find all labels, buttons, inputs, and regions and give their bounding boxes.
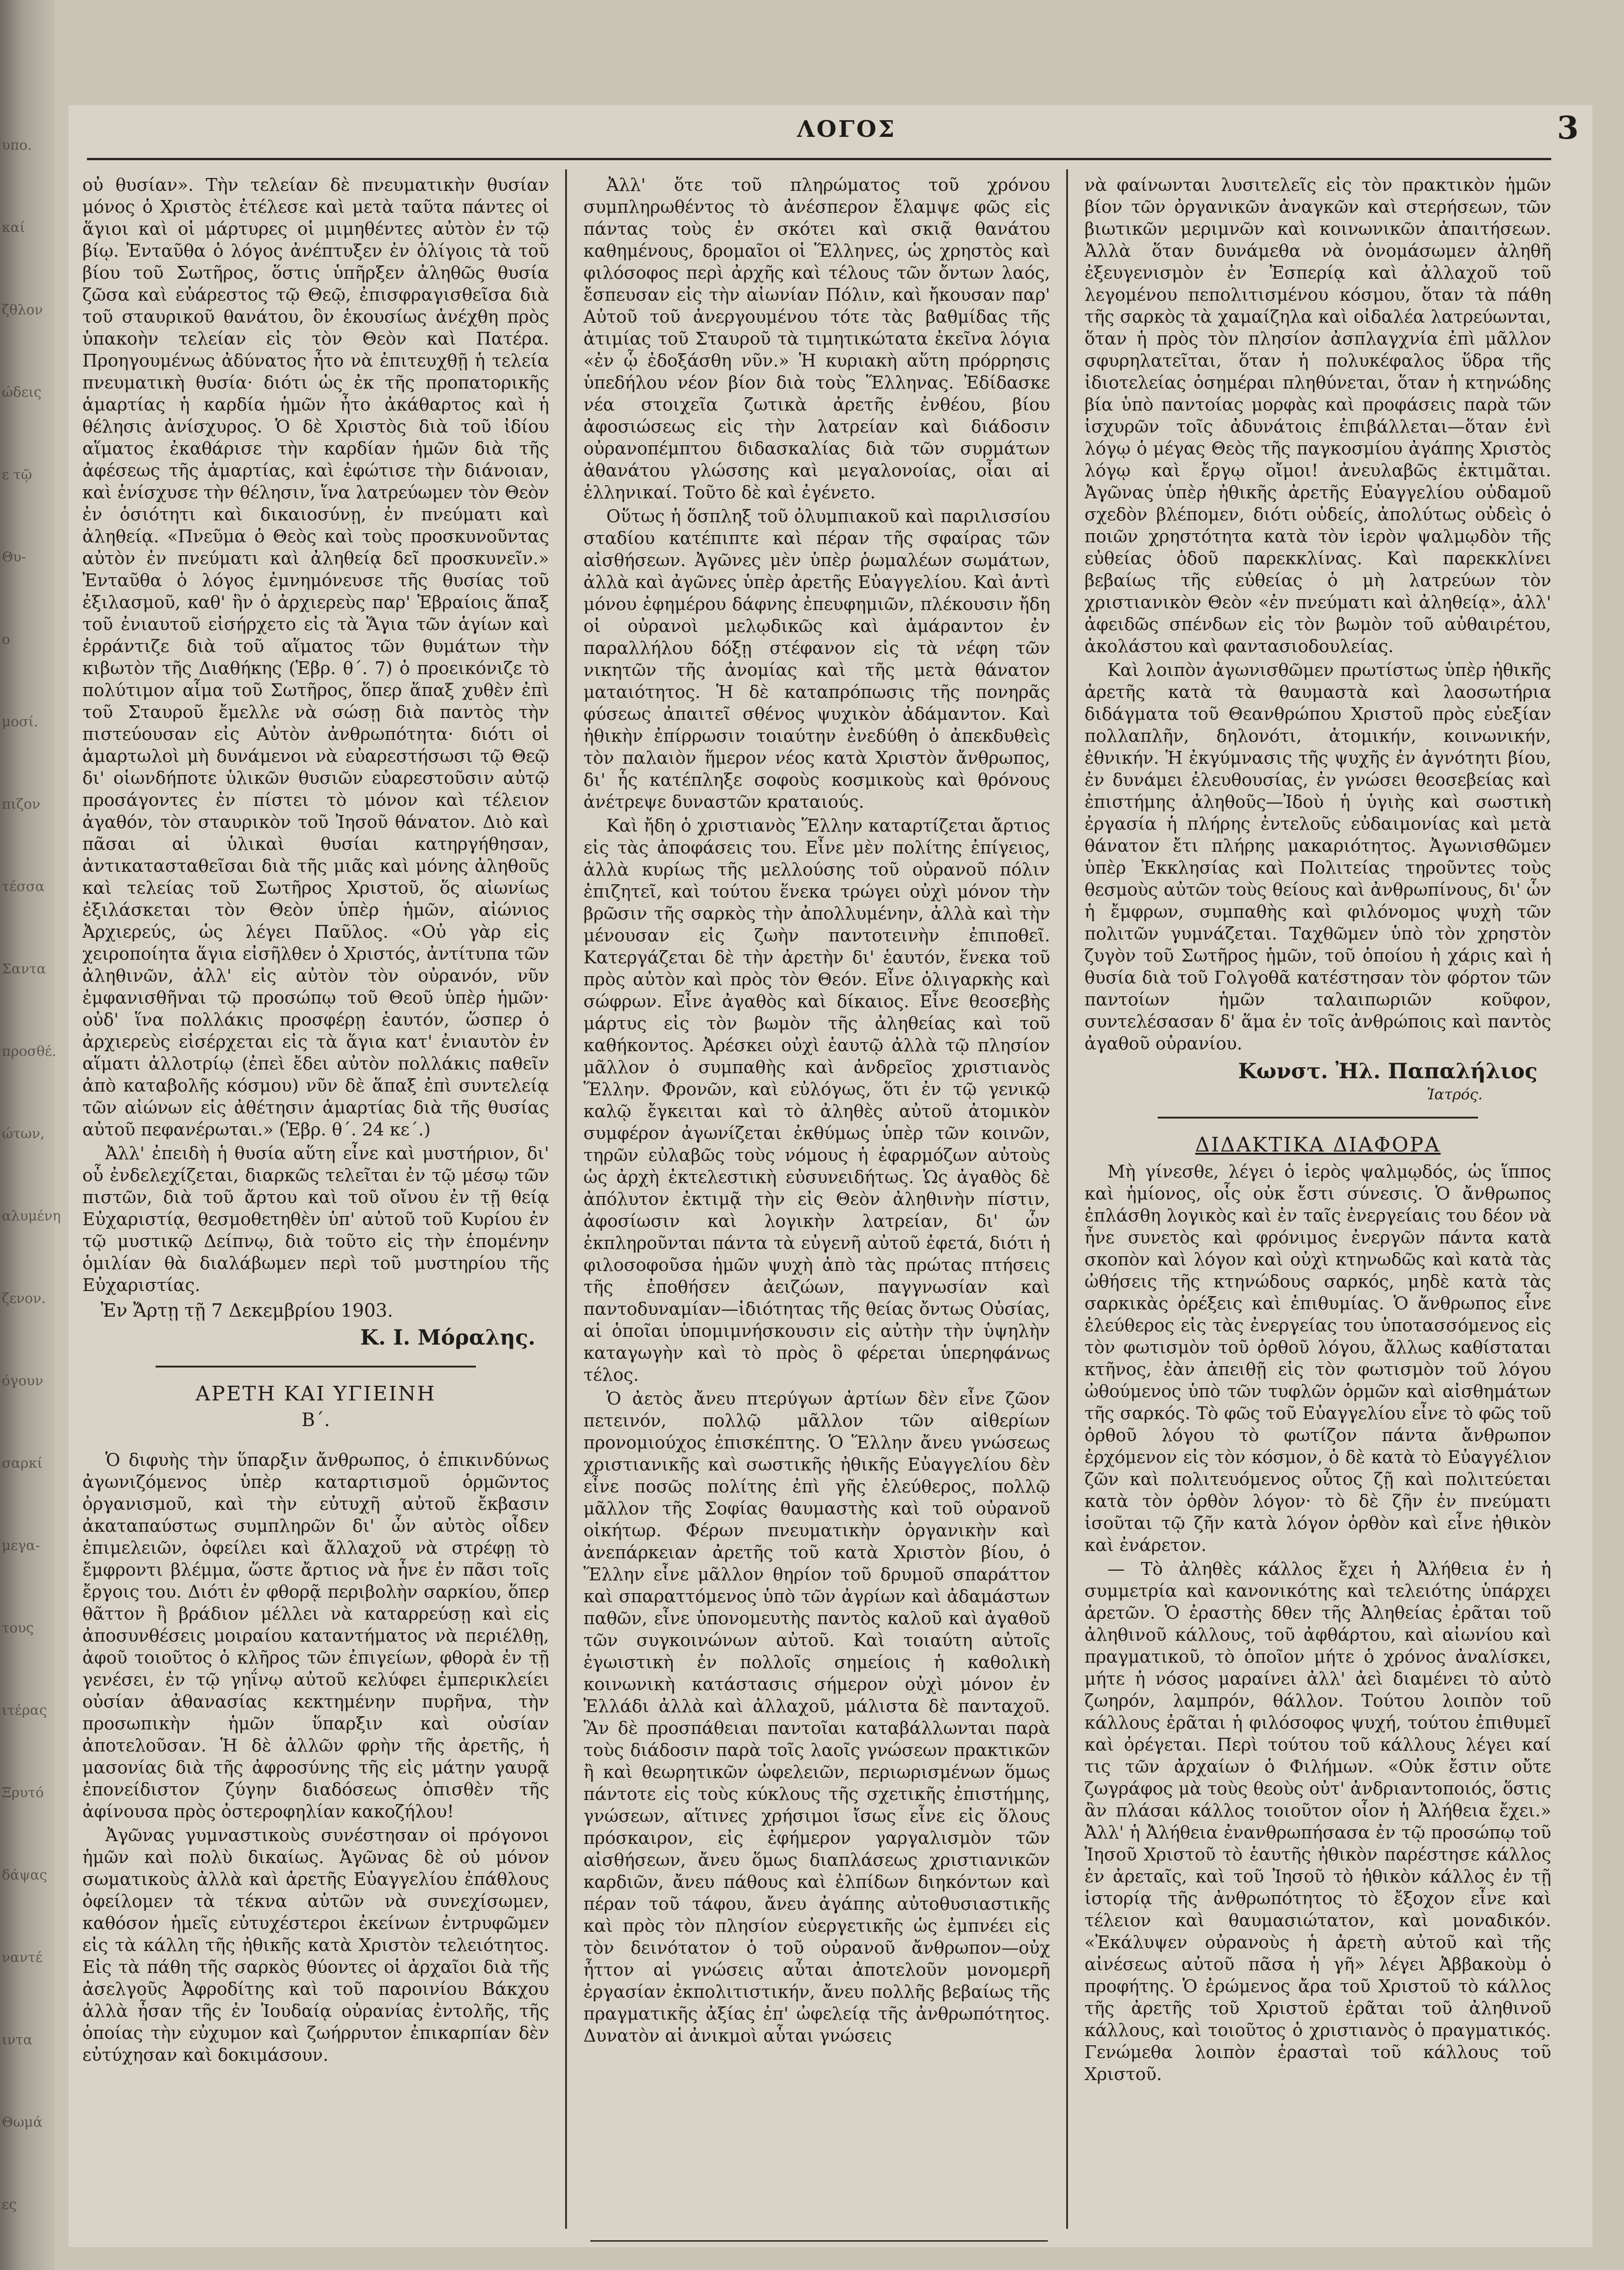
article-paragraph: Ὁ ἀετὸς ἄνευ πτερύγων ἀρτίων δὲν εἶνε ζῶον πετεινόν, πολλῷ μᾶλλον τῶν αἰθερίων προνομιούχος ἐπισκέπτης. Ὁ Ἕλλην ἄνευ γνώσεως χριστιανικῆς καὶ σωστικῆς ἠθικῆς Εὐαγγελίου δὲν εἶνε ποσῶς πολίτης ἐπὶ γῆς ἐλεύθερος, πολλῷ μᾶλλον τῆς Σοφίας θαυμαστὴς καὶ τοῦ οὐρανοῦ οἰκήτωρ. Φέρων πνευματικὴν ὀργανικὴν καὶ ἀνεπάρκειαν ἀρετῆς τοῦ κατὰ Χριστὸν βίου, ὁ Ἕλλην εἶνε μᾶλλον θηρίον τοῦ δρυμοῦ σπαράττον καὶ σπαραττόμενος ὑπὸ τῶν ἀγρίων καὶ ἀδαμάστων παθῶν, εἶνε ὑπονομευτὴς παντὸς καλοῦ καὶ ἀγαθοῦ τῶν συγκοινώνων αὐτοῦ. Καὶ τοιαύτη αὐτοῖς ἐγωιστικὴ ἐν πολλοῖς σημείοις ἡ καθολικὴ κοινωνικὴ κατάστασις σήμερον οὐχὶ μόνον ἐν Ἑλλάδι ἀλλὰ καὶ ἀλλαχοῦ, μάλιστα δὲ πανταχοῦ. Ἂν δὲ προσπάθειαι παντοῖαι καταβάλλωνται παρὰ τοὺς διάδοσιν παρὰ τοῖς λαοῖς γνώσεων πρακτικῶν ἢ καὶ θεωρητικῶν ὠφελειῶν, περιωρισμένων ὅμως πάντοτε εἰς τοὺς κύκλους τῆς σχετικῆς ἐπιστήμης, γνώσεων, αἵτινες χρήσιμοι ἴσως εἶνε εἰς ὅλους πρόσκαιρον, εἰς ἐφήμερον γαργαλισμὸν τῶν αἰσθήσεων, ἄνευ ὅμως διαπλάσεως χριστιανικῶν καρδιῶν, ἄνευ πάθους καὶ ἐλπίδων διηκόντων καὶ πέραν τοῦ τάφου, ἄνευ ἀγάπης αὐτοθυσιαστικῆς καὶ πρὸς τὸν πλησίον εὐεργετικῆς ὡς ἐμπνέει εἰς τὸν δεινότατον ὁ τοῦ οὐρανοῦ ἄνθρωπον—οὐχ ἧττον αἱ γνώσεις αὗται ἀποτελοῦν μονομερῆ ἐργασίαν ἐκπολιτιστικήν, ἄνευ πολλῆς βεβαίως τῆς πραγματικῆς ἀξίας ἐπ' ὠφελείᾳ τῆς ἀνθρωπότητος. Δυνατὸν αἱ ἀνικμοὶ αὗται γνώσεις — [583, 1389, 1050, 2046]
article-paragraph: Ἀγῶνας γυμναστικοὺς συνέστησαν οἱ πρόγονοι ἡμῶν καὶ πολὺ δικαίως. Ἀγῶνας δὲ οὐ μόνον σωματικοὺς ἀλλὰ καὶ ἀρετῆς Εὐαγγελίου ἐπάθλους ὀφείλομεν τὰ τέκνα αὐτῶν νὰ συνεχίσωμεν, καθόσον ἡμεῖς εὐτυχέστεροι ἐκείνων ἐντρυφῶμεν εἰς τὰ κάλλη τῆς ἠθικῆς κατὰ Χριστὸν τελειότητος. Εἰς τὰ πάθη τῆς σαρκὸς θύοντες οἱ ἀρχαῖοι διὰ τῆς ἀσελγοῦς Ἀφροδίτης καὶ τοῦ παροινίου Βάκχου ἀλλὰ ἦσαν τῆς ἐν Ἰουδαίᾳ οὐρανίας ἐντολῆς, τῆς ὁποίας τὴν εὐχυμον καὶ ζωήρρυτον ἐπικαρπίαν δὲν εὐτύχησαν καὶ δοκιμάσουν. — [82, 1825, 549, 2065]
adjacent-page-fragment: Θυ- — [2, 549, 26, 565]
article-paragraph: Οὕτως ἡ ὅσπληξ τοῦ ὀλυμπιακοῦ καὶ παριλισσίου σταδίου κατέπιπτε καὶ πέραν τῆς σφαίρας τῶν αἰσθήσεων. Ἀγῶνες μὲν ὑπὲρ ῥωμαλέων σωμάτων, ἀλλὰ καὶ ἀγῶνες ὑπὲρ ἀρετῆς Εὐαγγελίου. Καὶ ἀντὶ μόνου ἐφημέρου δάφνης ἐπευφημιῶν, πλέκουσιν ἤδη οἱ οὐρανοὶ μελῳδικῶς καὶ ἀμάραντον ἐν παραλλήλου δόξῃ στέφανον εἰς τὰ νέφη τῶν νικητῶν τῆς ἀνομίας καὶ τῆς μετὰ θάνατον ματαιότητος. Ἡ δὲ καταπρόπωσις τῆς πονηρᾶς φύσεως ἀπαιτεῖ σθένος ψυχικὸν ἀδάμαντον. Καὶ ἠθικὴν ἐπίρρωσιν τοιαύτην ἐνεδύθη ὁ ἀπεκδυθεὶς τὸν παλαιὸν ἥμερον νέος κατὰ Χριστὸν ἄνθρωπος, δι' ἧς κατέπληξε σοφοὺς κοσμικοὺς καὶ θρόνους ἀνέτρεψε δυναστῶν κραταιούς. — [583, 506, 1050, 812]
adjacent-page-fragment: ιντα — [2, 2032, 32, 2048]
column-2 — [583, 174, 1050, 2243]
article-paragraph: Καὶ ἤδη ὁ χριστιανὸς Ἕλλην καταρτίζεται ἄρτιος εἰς τὰς ἀποφάσεις του. Εἶνε μὲν πολίτης ἐπίγειος, ἀλλὰ κυρίως τῆς μελλούσης τοῦ οὐρανοῦ πόλιν ἐπιζητεῖ, καὶ τούτου ἕνεκα τρώγει οὐχὶ μόνον τὴν βρῶσιν τῆς σαρκὸς τὴν ἀπολλυμένην, ἀλλὰ καὶ τὴν μένουσαν εἰς ζωὴν παντοτεινὴν ἐπιποθεῖ. Κατεργάζεται δὲ τὴν ἀρετὴν δι' ἑαυτόν, ἕνεκα τοῦ πρὸς αὐτὸν καὶ πρὸς τὸν Θεόν. Εἶνε ὀλιγαρκὴς καὶ σώφρων. Εἶνε ἀγαθὸς καὶ δίκαιος. Εἶνε θεοσεβὴς μάρτυς εἰς τὸν βωμὸν τῆς ἀληθείας καὶ τοῦ καθήκοντος. Ἀρέσκει οὐχὶ ἑαυτῷ ἀλλὰ τῷ πλησίον μᾶλλον ὁ συμπαθὴς καὶ ἀνδρεῖος χριστιανὸς Ἕλλην. Φρονῶν, καὶ εὐλόγως, ὅτι ἐν τῷ γενικῷ καλῷ ἔγκειται καὶ τὸ ἀληθὲς αὐτοῦ ἀτομικὸν συμφέρον ἀγωνίζεται ἐκθύμως ὑπὲρ τῶν κοινῶν, τηρῶν εὐλαβῶς τοὺς νόμους ἡ ἐφαρμόζων αὐτοὺς ὡς ἀρχὴ ἐκτελεστικὴ εὐσυνειδήτως. Ὡς ἀγαθὸς δὲ ἀπόλυτον ἐκτιμᾷ τὴν εἰς Θεὸν ἀληθινὴν πίστιν, ἀφοσίωσιν καὶ λογικὴν λατρείαν, δι' ὧν ἐκπληροῦνται πάντα τὰ εὐγενῆ αὐτοῦ ἐφετά, διότι ἡ φιλοσοφοῦσα ἡμῶν ψυχὴ ἀπὸ τὰς πρώτας πτήσεις τῆς ἐποθήσεν ἀειζώων, παγγνωσίαν καὶ παντοδυναμίαν—ἰδιότητας τῆς θείας ὄντως Οὐσίας, αἱ ὁποῖαι ὑπομιμνήσκουσιν εἰς αὐτὴν τὴν ὑψηλὴν καταγωγὴν καὶ τὸ πρὸς ὃ φέρεται ὑπερηφάνως τέλος. — [583, 816, 1050, 1385]
newspaper-page — [69, 105, 1592, 2247]
masthead — [69, 105, 1592, 160]
article-paragraph: Ὁ διφυὴς τὴν ὕπαρξιν ἄνθρωπος, ὁ ἐπικινδύνως ἀγωνιζόμενος ὑπὲρ καταρτισμοῦ ὁρμῶντος ὀργανισμοῦ, καὶ τὴν εὐτυχῆ αὐτοῦ ἔκβασιν ἀκαταπαύστως συμπληρῶν δι' ὧν αὐτὸς οἶδεν ἐπιμελειῶν, ὀφείλει καὶ ἄλλαχοῦ νὰ στρέφῃ τὸ ἔμφροντι βλέμμα, ὥστε ἄρτιος νὰ ἦνε ἐν πᾶσι τοῖς ἔργοις του. Διότι ἐν φθορᾷ περιβολὴν σαρκίου, ὅπερ θᾶττον ἢ βράδιον μέλλει νὰ καταρρεύσῃ καὶ εἰς ἀποσυνθέσεις μοιραίου καταντήματος νὰ περιέλθῃ, ἀφοῦ τοιοῦτος ὁ κλῆρος τῶν ἐπιγείων, φθορὰ ἐν τῇ γενέσει, ἐν τῷ γηΐνῳ αὐτοῦ κελύφει ἐμπερικλείει οὐσίαν ἀθανασίας κεκτημένην πυρῆνα, τὴν προσωπικὴν ἡμῶν ὕπαρξιν καὶ οὐσίαν ἀποτελοῦσαν. Ἡ δὲ ἀλλῶν φρὴν τῆς ἀρετῆς, ἡ μασονίας διὰ τῆς ἀφροσύνης τῆς εἰς μάτην γαυρᾷ ἐπονείδιστον ζύγην διαδόσεως ὀπισθὲν τῆς ἀφίνουσα πρὸς ὀστεροφηλίαν κακοζήλου! — [82, 1450, 549, 1821]
bottom-rule — [590, 2240, 1048, 2242]
page-number: 3 — [1557, 110, 1579, 146]
newspaper-title: ΛΟΓΟΣ — [797, 115, 896, 142]
header-rule — [87, 158, 1551, 160]
section-heading: ΔΙΔΑΚΤΙΚΑ ΔΙΑΦΟΡΑ — [1195, 1133, 1441, 1157]
adjacent-page-fragment: τους — [2, 1620, 34, 1636]
author-signature: Κωνστ. Ἠλ. Παπαλήλιος — [1238, 1059, 1538, 1083]
adjacent-page-fragment: όγουν — [2, 1373, 43, 1389]
column-divider — [1066, 169, 1068, 2229]
adjacent-page-fragment: Θωμά — [2, 2114, 43, 2130]
scan-binding-edge — [0, 0, 61, 2270]
adjacent-page-fragment: ε τῷ — [2, 467, 32, 483]
adjacent-page-fragment: ο — [2, 632, 11, 648]
article-paragraph: Ἀλλ' ὅτε τοῦ πληρώματος τοῦ χρόνου συμπληρωθέντος τὸ ἀνέσπερον ἔλαμψε φῶς εἰς πάντας τοὺς ἐν σκότει καὶ σκιᾷ θανάτου καθημένους, δρομαῖοι οἱ Ἕλληνες, ὡς χρηστὸς καὶ φιλόσοφος περὶ ἀρχῆς καὶ τέλους τῶν ὄντων λαός, ἔσπευσαν εἰς τὴν αἰωνίαν Πόλιν, καὶ ἤκουσαν παρ' Αὐτοῦ τοῦ ἀνεργουμένου τότε τὰς βαθμίδας τῆς ἀτιμίας τοῦ Σταυροῦ τὰ τιμητικώτατα ἐκεῖνα λόγια «ἐν ᾧ ἐδοξάσθη νῦν.» Ἡ κυριακὴ αὕτη πρόρρησις ὑπεδήλου νέον βίον διὰ τοὺς Ἕλληνας. Ἐδίδασκε νέα στοιχεῖα ζωτικὰ ἀρετῆς ἐνθέου, βίου ἀφοσιώσεως εἰς τὴν λατρείαν καὶ διάδοσιν οὐρανοπέμπτου διδασκαλίας διὰ τῶν συρμάτων ἀθανάτου γλώσσης καὶ μεγαλονοίας, οἶαι αἱ ἑλληνικαί. Τοῦτο δὲ καὶ ἐγένετο. — [583, 175, 1050, 503]
adjacent-page-fragment: ιτέρας — [2, 1702, 47, 1719]
author-signature: Κ. Ι. Μόραλης. — [360, 1325, 535, 1350]
article-paragraph: Μὴ γίνεσθε, λέγει ὁ ἱερὸς ψαλμῳδός, ὡς ἵππος καὶ ἡμίονος, οἷς οὐκ ἔστι σύνεσις. Ὁ ἄνθρωπος ἐπλάσθη λογικὸς καὶ ἐν ταῖς ἐνεργείαις του δέον νὰ ἦνε συνετὸς καὶ φρόνιμος ἐνεργῶν πάντα κατὰ σκοπὸν καὶ λόγον καὶ οὐχὶ κτηνωδῶς καὶ κατὰ τὰς ὠθήσεις τῆς κτηνώδους σαρκός, μηδὲ κατὰ τὰς σαρκικὰς ὀρέξεις καὶ ἐπιθυμίας. Ὁ ἄνθρωπος εἶνε ἐλεύθερος εἰς τὰς ἐνεργείας του ὑποτασσόμενος εἰς τὸν φωτισμὸν τοῦ ὀρθοῦ λόγου, ἄλλως καθίσταται κτῆνος, ἐὰν ἀπειθῇ εἰς τὸν φωτισμὸν τοῦ λόγου ὠθούμενος ὑπὸ τῶν τυφλῶν ὁρμῶν καὶ αἰσθημάτων τῆς σαρκός. Τὸ φῶς τοῦ Εὐαγγελίου εἶνε τὸ φῶς τοῦ ὀρθοῦ λόγου τὸ φωτίζον πάντα ἄνθρωπον ἐρχόμενον εἰς τὸν κόσμον, ὁ δὲ κατὰ τὸ Εὐαγγέλιον ζῶν καὶ πολιτευόμενος οὗτος ζῇ καὶ πολιτεύεται κατὰ τὸν ὀρθὸν λόγον· τὸ δὲ ζῆν ἐν πνεύματι ἰσοῦται τῷ ζῆν κατὰ λόγον ὀρθὸν καὶ εἶνε ἠθικὸν καὶ ἐνάρετον. — [1084, 1162, 1551, 1555]
adjacent-page-fragment: καί — [2, 220, 25, 236]
article-paragraph: Καὶ λοιπὸν ἀγωνισθῶμεν πρωτίστως ὑπὲρ ἠθικῆς ἀρετῆς κατὰ τὰ θαυμαστὰ καὶ λαοσωτήρια διδάγματα τοῦ Θεανθρώπου Χριστοῦ πρὸς εὐεξίαν πολλαπλῆν, δηλονότι, ἀτομικήν, κοινωνικήν, ἐθνικήν. Ἡ ἐκγύμνασις τῆς ψυχῆς ἐν ἁγνότητι βίου, ἐν δυνάμει ἐλευθουσίας, ἐν γνώσει θεοσεβείας καὶ ἐπιστήμης ἀληθοῦς—Ἰδοὺ ἡ ὑγιὴς καὶ σωστικὴ ἐργασία ἡ πλήρης ἐντελοῦς εὐδαιμονίας καὶ μετὰ θάνατον ἔτι πλήρης μακαριότητος. Ἀγωνισθῶμεν ὑπὲρ Ἐκκλησίας καὶ Πολιτείας τηροῦντες τοὺς θεσμοὺς αὐτῶν τοὺς θείους καὶ ἀνθρωπίνους, δι' ὧν ἡ ἔμφρων, συμπαθὴς καὶ φιλόνομος ψυχὴ τῶν πολιτῶν γυμνάζεται. Ταχθῶμεν ὑπὸ τὸν χρηστὸν ζυγὸν τοῦ Σωτῆρος ἡμῶν, τοῦ ὁποίου ἡ χάρις καὶ ἡ θυσία διὰ τοῦ Γολγοθᾶ κατέστησαν τὸν φόρτον τῶν παντοίων ἡμῶν ταλαιπωριῶν κοῦφον, συντελέσασαν δ' ἅμα ἐν τοῖς ἀνθρώποις καὶ παντὸς ἀγαθοῦ οὐρανίου. — [1084, 660, 1551, 1054]
adjacent-page-fragment: υπο. — [2, 137, 32, 153]
article-paragraph: οὐ θυσίαν». Τὴν τελείαν δὲ πνευματικὴν θυσίαν μόνος ὁ Χριστὸς ἐτέλεσε καὶ μετὰ ταῦτα πάντες οἱ ἅγιοι καὶ οἱ μάρτυρες οἱ μιμηθέντες αὐτὸν ἐν τῷ βίῳ. Ἐνταῦθα ὁ λόγος ἀνέπτυξεν ἐν ὀλίγοις τὰ τοῦ βίου τοῦ Σωτῆρος, ὅστις ὑπῆρξεν ἀληθῶς θυσία ζῶσα καὶ εὐάρεστος τῷ Θεῷ, ἐπισφραγισθεῖσα διὰ τοῦ σταυρικοῦ θανάτου, ὃν ἑκουσίως ἀνέχθη πρὸς ὑπακοὴν τελείαν εἰς τὸν Θεὸν καὶ Πατέρα. Προηγουμένως ἀδύνατος ἦτο νὰ ἐπιτευχθῇ ἡ τελεία πνευματικὴ θυσία· διότι ὡς ἐκ τῆς προπατορικῆς ἁμαρτίας ἡ καρδία ἡμῶν ἦτο ἀκάθαρτος καὶ ἡ θέλησις ἀνίσχυρος. Ὁ δὲ Χριστὸς διὰ τοῦ ἰδίου αἵματος ἐκαθάρισε τὴν καρδίαν ἡμῶν διὰ τῆς ἀφέσεως τῆς ἁμαρτίας, καὶ ἐφώτισε τὴν διάνοιαν, καὶ ἐνίσχυσε τὴν θέλησιν, ἵνα λατρεύωμεν τὸν Θεὸν ἐν ὁσιότητι καὶ δικαιοσύνῃ, ἐν πνεύματι καὶ ἀληθείᾳ. «Πνεῦμα ὁ Θεὸς καὶ τοὺς προσκυνοῦντας αὐτὸν ἐν πνεύματι καὶ ἀληθείᾳ δεῖ προσκυνεῖν.» Ἐνταῦθα ὁ λόγος ἐμνημόνευσε τῆς θυσίας τοῦ ἐξιλασμοῦ, καθ' ἣν ὁ ἀρχιερεὺς παρ' Ἑβραίοις ἅπαξ τοῦ ἐνιαυτοῦ εἰσήρχετο εἰς τὰ Ἅγια τῶν ἁγίων καὶ ἐρράντιζε διὰ τοῦ αἵματος τῶν θυμάτων τὴν κιβωτὸν τῆς Διαθήκης (Ἑβρ. θ΄. 7) ὁ προεικόνιζε τὸ πολύτιμον αἷμα τοῦ Σωτῆρος, ὅπερ ἅπαξ χυθὲν ἐπὶ τοῦ Σταυροῦ ἔμελλε νὰ σώσῃ διὰ παντὸς τὴν πιστεύουσαν εἰς Αὐτὸν ἀνθρωπότητα· διότι οἱ ἁμαρτωλοὶ μὴ δυνάμενοι νὰ εὐαρεστήσωσι τῷ Θεῷ δι' οἱωνδήποτε ὑλικῶν θυσιῶν εὐαρεστοῦσιν αὐτῷ προσάγοντες ἐν πίστει τὸ μόνον καὶ τέλειον ἀγαθόν, τὸν σταυρικὸν τοῦ Ἰησοῦ θάνατον. Διὸ καὶ πᾶσαι αἱ ὑλικαὶ θυσίαι κατηργήθησαν, ἀντικατασταθεῖσαι διὰ τῆς μιᾶς καὶ μόνης ἀληθοῦς καὶ τελείας τοῦ Σωτῆρος Χριστοῦ, ὅς αἰωνίως ἐξιλάσκεται τὸν Θεὸν ὑπὲρ ἡμῶν, αἰώνιος Ἀρχιερεύς, ὡς λέγει Παῦλος. «Οὐ γὰρ εἰς χειροποίητα ἅγια εἰσῆλθεν ὁ Χριστός, ἀντίτυπα τῶν ἀληθινῶν, ἀλλ' εἰς αὐτὸν τὸν οὐρανόν, νῦν ἐμφανισθῆναι τῷ προσώπῳ τοῦ Θεοῦ ὑπὲρ ἡμῶν· οὐδ' ἵνα πολλάκις προσφέρῃ ἑαυτόν, ὥσπερ ὁ ἀρχιερεὺς εἰσέρχεται εἰς τὰ ἅγια κατ' ἐνιαυτὸν ἐν αἵματι ἀλλοτρίῳ (ἐπεὶ ἔδει αὐτὸν πολλάκις παθεῖν ἀπὸ καταβολῆς κόσμου) νῦν δὲ ἅπαξ ἐπὶ συντελείᾳ τῶν αἰώνων εἰς ἀθέτησιν ἁμαρτίας διὰ τῆς θυσίας αὐτοῦ πεφανέρωται.» (Ἑβρ. θ΄. 24 κε΄.) — [82, 175, 549, 1140]
article-paragraph: Ἀλλ' ἐπειδὴ ἡ θυσία αὕτη εἶνε καὶ μυστήριον, δι' οὗ ἐνδελεχίζεται, διαρκῶς τελεῖται ἐν τῷ μέσῳ τῶν πιστῶν, διὰ τοῦ ἄρτου καὶ τοῦ οἴνου ἐν τῇ θείᾳ Εὐχαριστίᾳ, θεσμοθετηθὲν ὑπ' αὐτοῦ τοῦ Κυρίου ἐν τῷ μυστικῷ Δείπνῳ, διὰ τοῦτο εἰς τὴν ἑπομένην ὁμιλίαν θὰ διαλάβωμεν περὶ τοῦ μυστηρίου τῆς Εὐχαριστίας. — [82, 1143, 549, 1295]
adjacent-page-fragment: Σαντα — [2, 961, 46, 977]
section-rule — [156, 1366, 476, 1367]
adjacent-page-fragment: προσθέ. — [2, 1043, 57, 1059]
adjacent-page-fragment: ώτων, — [2, 1126, 45, 1142]
adjacent-page-fragment: ναντέ — [2, 1950, 43, 1966]
adjacent-page-fragment: ζθλον — [2, 302, 43, 318]
column-1 — [82, 174, 549, 2243]
section-part-number: Β΄. — [301, 1410, 330, 1431]
section-heading: ΑΡΕΤΗ ΚΑΙ ΥΓΙΕΙΝΗ — [195, 1382, 436, 1405]
adjacent-page-fragment: τέσσα — [2, 879, 45, 895]
column-3 — [1084, 174, 1551, 2243]
adjacent-page-fragment: ώδεις — [2, 384, 42, 400]
adjacent-page-fragment: πιζον — [2, 796, 41, 812]
author-title: Ἰατρός. — [1426, 1086, 1483, 1103]
adjacent-page-fragment: μοσί. — [2, 714, 38, 730]
adjacent-page-fragment: ζενον. — [2, 1291, 46, 1307]
adjacent-page-fragment: σαρκί — [2, 1455, 43, 1471]
section-rule — [1158, 1117, 1478, 1119]
article-paragraph: νὰ φαίνωνται λυσιτελεῖς εἰς τὸν πρακτικὸν ἡμῶν βίον τῶν ὀργανικῶν ἀναγκῶν καὶ στερήσεων, τῶν βιωτικῶν μεριμνῶν καὶ κοινωνικῶν ἀπαιτήσεων. Ἀλλὰ ὅταν δυνάμεθα νὰ ὀνομάσωμεν ἀληθῆ ἐξευγενισμὸν ἐν Ἑσπερίᾳ καὶ ἀλλαχοῦ τοῦ λεγομένου πεπολιτισμένου κόσμου, ὅταν τὰ πάθη τῆς σαρκὸς τὰ χαμαίζηλα καὶ οἰδαλέα λατρεύωνται, ὅταν ἡ πρὸς τὸν πλησίον ἀσπλαγχνία ἐπὶ μᾶλλον σφυρηλατεῖται, ὅταν ἡ πολυκέφαλος ὕδρα τῆς ἰδιοτελείας ὁσημέραι πληθύνεται, ὅταν ἡ κτηνώδης βία ὑπὸ παντοίας μορφὰς καὶ προφάσεις παρὰ τῶν ἰσχυρῶν τοῖς ἀδυνάτοις ἐπιβάλλεται—ὅταν ἑνὶ λόγῳ ὁ μέγας Θεὸς τῆς παγκοσμίου ἀγάπης Χριστὸς λόγῳ καὶ ἔργῳ οἴμοι! ἀνευλαβῶς ἐκτιμᾶται. Ἀγῶνας ὑπὲρ ἠθικῆς ἀρετῆς Εὐαγγελίου οὐδαμοῦ σχεδὸν βλέπομεν, διότι οὐδείς, ἀπολύτως οὐδεὶς ὁ ποιῶν χρηστότητα κατὰ τὸν ἱερὸν ψαλμῳδὸν τῆς εὐθείας ὁδοῦ παρεκκλίνας. Καὶ παρεκκλίνει βεβαίως τῆς εὐθείας ὁ μὴ λατρεύων τὸν χριστιανικὸν Θεὸν «ἐν πνεύματι καὶ ἀληθείᾳ», ἀλλ' ἀφειδῶς σπένδων εἰς τὸν βωμὸν τοῦ αὐθαιρέτου, ἀκολάστου καὶ φαντασιοδουλείας. — [1084, 175, 1551, 656]
adjacent-page-fragment: αλυμένη — [2, 1208, 61, 1224]
column-divider — [565, 169, 567, 2229]
article-paragraph: — Τὸ ἀληθὲς κάλλος ἔχει ἡ Ἀλήθεια ἐν ἡ συμμετρία καὶ κανονικότης καὶ τελειότης ὑπάρχει ἀρετῶν. Ὁ ἐραστὴς δθεν τῆς Ἀληθείας ἐρᾶται τοῦ ἀληθινοῦ κάλλους, τοῦ ἀφθάρτου, καὶ αἰωνίου καὶ πραγματικοῦ, τὸ ὁποῖον μήτε ὁ χρόνος ἀναλίσκει, μήτε ἡ νόσος μαραίνει ἀλλ' ἀεὶ διαμένει τὸ αὐτὸ ζωηρόν, λαμπρόν, θάλλον. Τούτου λοιπὸν τοῦ κάλλους ἐρᾶται ἡ φιλόσοφος ψυχή, τούτου ἐπιθυμεῖ καὶ ὀρέγεται. Περὶ τούτου τοῦ κάλλους λέγει καί τις τῶν ἀρχαίων ὁ Φιλήμων. «Οὐκ ἔστιν οὔτε ζωγράφος μὰ τοὺς θεοὺς οὐτ' ἀνδριαντοποιός, ὅστις ἂν πλάσαι κάλλος τοιοῦτον οἷον ἡ Ἀλήθεια ἔχει.» Ἀλλ' ἡ Ἀλήθεια ἐνανθρωπήσασα ἐν τῷ προσώπῳ τοῦ Ἰησοῦ Χριστοῦ τὸ ἑαυτῆς ἠθικὸν παρέστησε κάλλος ἐν ἀρεταῖς, καὶ τοῦ Ἰησοῦ τὸ ἠθικὸν κάλλος ἐν τῇ ἱστορίᾳ τῆς ἀνθρωπότητος τὸ ἔξοχον εἶνε καὶ τέλειον καὶ θαυμασιώτατον, καὶ μοναδικόν. «Ἐκάλυψεν οὐρανοὺς ἡ ἀρετὴ αὐτοῦ καὶ τῆς αἰνέσεως αὐτοῦ πᾶσα ἡ γῆ» λέγει Ἀββακοὺμ ὁ προφήτης. Ὁ ἐρώμενος ἄρα τοῦ Χριστοῦ τὸ κάλλος τῆς ἀρετῆς τοῦ Χριστοῦ ἐρᾶται τοῦ ἀληθινοῦ κάλλους, καὶ τοιοῦτος ὁ χριστιανὸς ὁ πραγματικός. Γενώμεθα λοιπὸν ἐρασταὶ τοῦ κάλλους τοῦ Χριστοῦ. — [1084, 1559, 1551, 2084]
adjacent-page-fragment: ες — [2, 2197, 17, 2213]
adjacent-page-fragment: Ξρυτό — [2, 1785, 44, 1801]
dateline: Ἐν Ἄρτῃ τῇ 7 Δεκεμβρίου 1903. — [101, 1300, 394, 1321]
adjacent-page-fragment: δάψας — [2, 1867, 47, 1883]
adjacent-page-fragment: μεγα- — [2, 1538, 40, 1554]
